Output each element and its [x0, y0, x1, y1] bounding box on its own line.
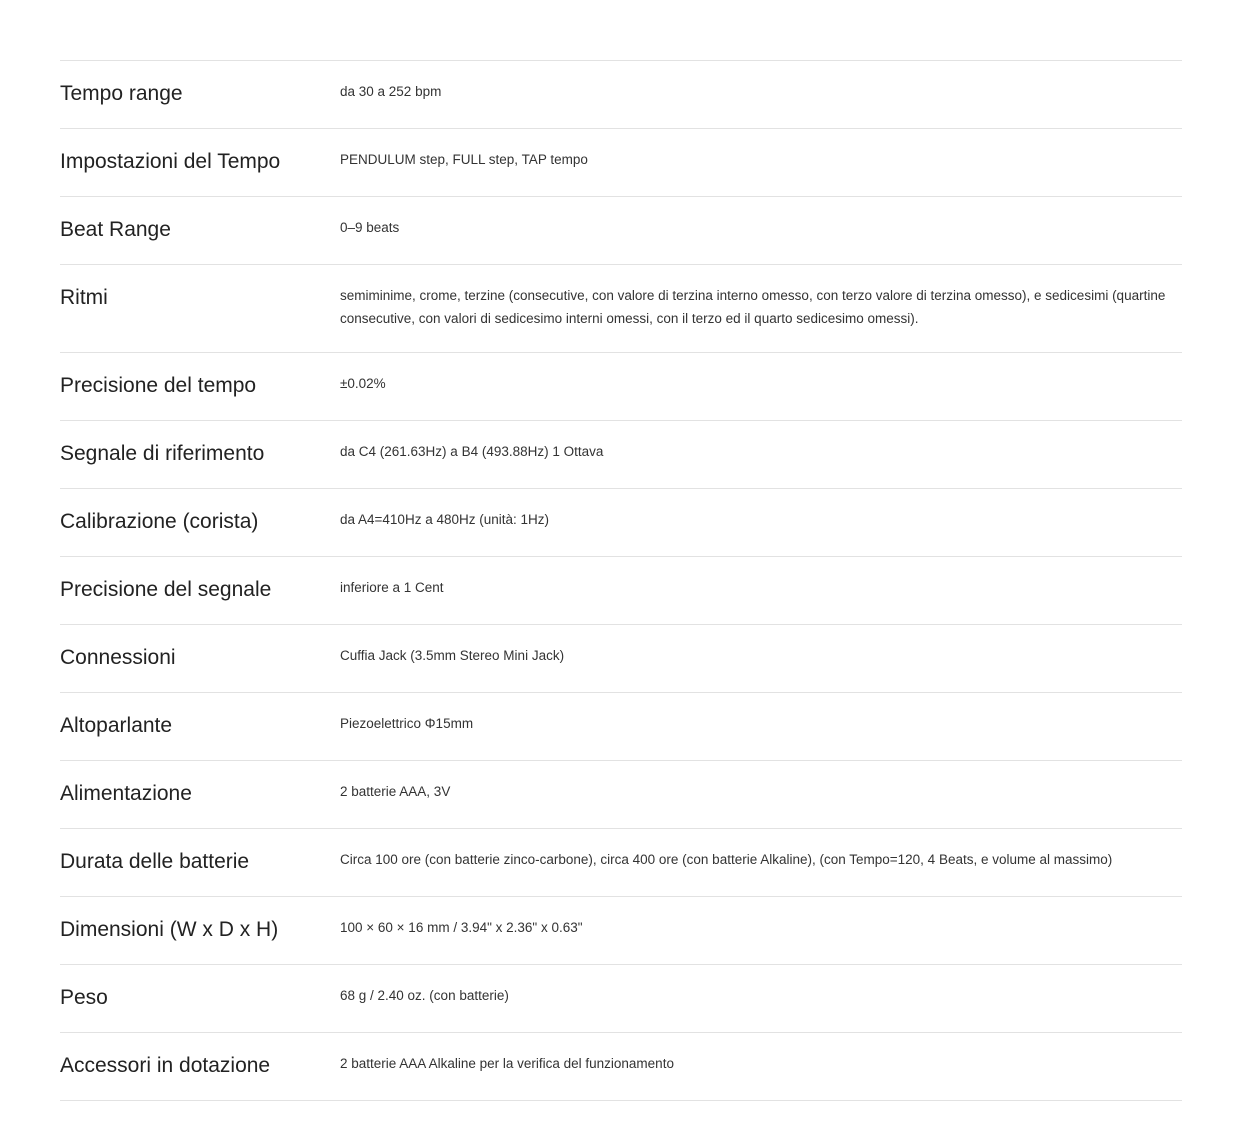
spec-value: semiminime, crome, terzine (consecutive, con valore di terzina interno omesso, con terzo valore di terzina omesso), e sedicesimi (quartine consecutive, con valori di sedicesimo interni omessi, con il terzo ed il quarto sedicesimo omessi).: [340, 288, 1166, 326]
spec-row-beat-range: [60, 197, 1182, 265]
spec-value: 100 × 60 × 16 mm / 3.94" x 2.36" x 0.63": [340, 920, 583, 935]
spec-label: Altoparlante: [60, 714, 173, 737]
spec-label: Accessori in dotazione: [60, 1054, 271, 1077]
spec-label: Precisione del segnale: [60, 578, 272, 601]
spec-row-altoparlante: [60, 693, 1182, 761]
spec-row-accessori: [60, 1033, 1182, 1101]
spec-row-dimensioni: [60, 897, 1182, 965]
spec-label: Precisione del tempo: [60, 374, 257, 397]
spec-label: Segnale di riferimento: [60, 442, 265, 465]
spec-value: PENDULUM step, FULL step, TAP tempo: [340, 152, 588, 167]
spec-value: Piezoelettrico Φ15mm: [340, 716, 474, 731]
spec-value: 2 batterie AAA Alkaline per la verifica del funzionamento: [340, 1056, 674, 1071]
spec-row-precisione-tempo: [60, 353, 1182, 421]
spec-row-precisione-segnale: [60, 557, 1182, 625]
spec-label: Beat Range: [60, 218, 171, 241]
spec-label: Alimentazione: [60, 782, 192, 805]
spec-label: Tempo range: [60, 82, 183, 105]
spec-label: Impostazioni del Tempo: [60, 150, 281, 173]
spec-value: 0–9 beats: [340, 220, 400, 235]
spec-value: ±0.02%: [340, 376, 386, 391]
spec-row-tempo-range: [60, 61, 1182, 129]
spec-label: Calibrazione (corista): [60, 510, 259, 533]
spec-value: da C4 (261.63Hz) a B4 (493.88Hz) 1 Ottava: [340, 444, 604, 459]
spec-row-segnale-riferimento: [60, 421, 1182, 489]
spec-row-connessioni: [60, 625, 1182, 693]
spec-value: da 30 a 252 bpm: [340, 84, 442, 99]
spec-value: 2 batterie AAA, 3V: [340, 784, 451, 799]
spec-value: da A4=410Hz a 480Hz (unità: 1Hz): [340, 512, 549, 527]
spec-row-peso: [60, 965, 1182, 1033]
spec-label: Peso: [60, 986, 108, 1009]
spec-row-ritmi: [60, 265, 1182, 353]
spec-value: inferiore a 1 Cent: [340, 580, 444, 595]
spec-row-alimentazione: [60, 761, 1182, 829]
spec-table: [60, 60, 1182, 1101]
spec-label: Ritmi: [60, 286, 108, 309]
spec-label: Dimensioni (W x D x H): [60, 918, 279, 941]
spec-row-durata-batterie: [60, 829, 1182, 897]
spec-value: Cuffia Jack (3.5mm Stereo Mini Jack): [340, 648, 565, 663]
spec-label: Durata delle batterie: [60, 850, 250, 873]
spec-value: 68 g / 2.40 oz. (con batterie): [340, 988, 509, 1003]
spec-value: Circa 100 ore (con batterie zinco-carbone), circa 400 ore (con batterie Alkaline), (con Tempo=120, 4 Beats, e volume al massimo): [340, 852, 1113, 867]
spec-label: Connessioni: [60, 646, 176, 669]
spec-row-calibrazione: [60, 489, 1182, 557]
spec-row-impostazioni-tempo: [60, 129, 1182, 197]
